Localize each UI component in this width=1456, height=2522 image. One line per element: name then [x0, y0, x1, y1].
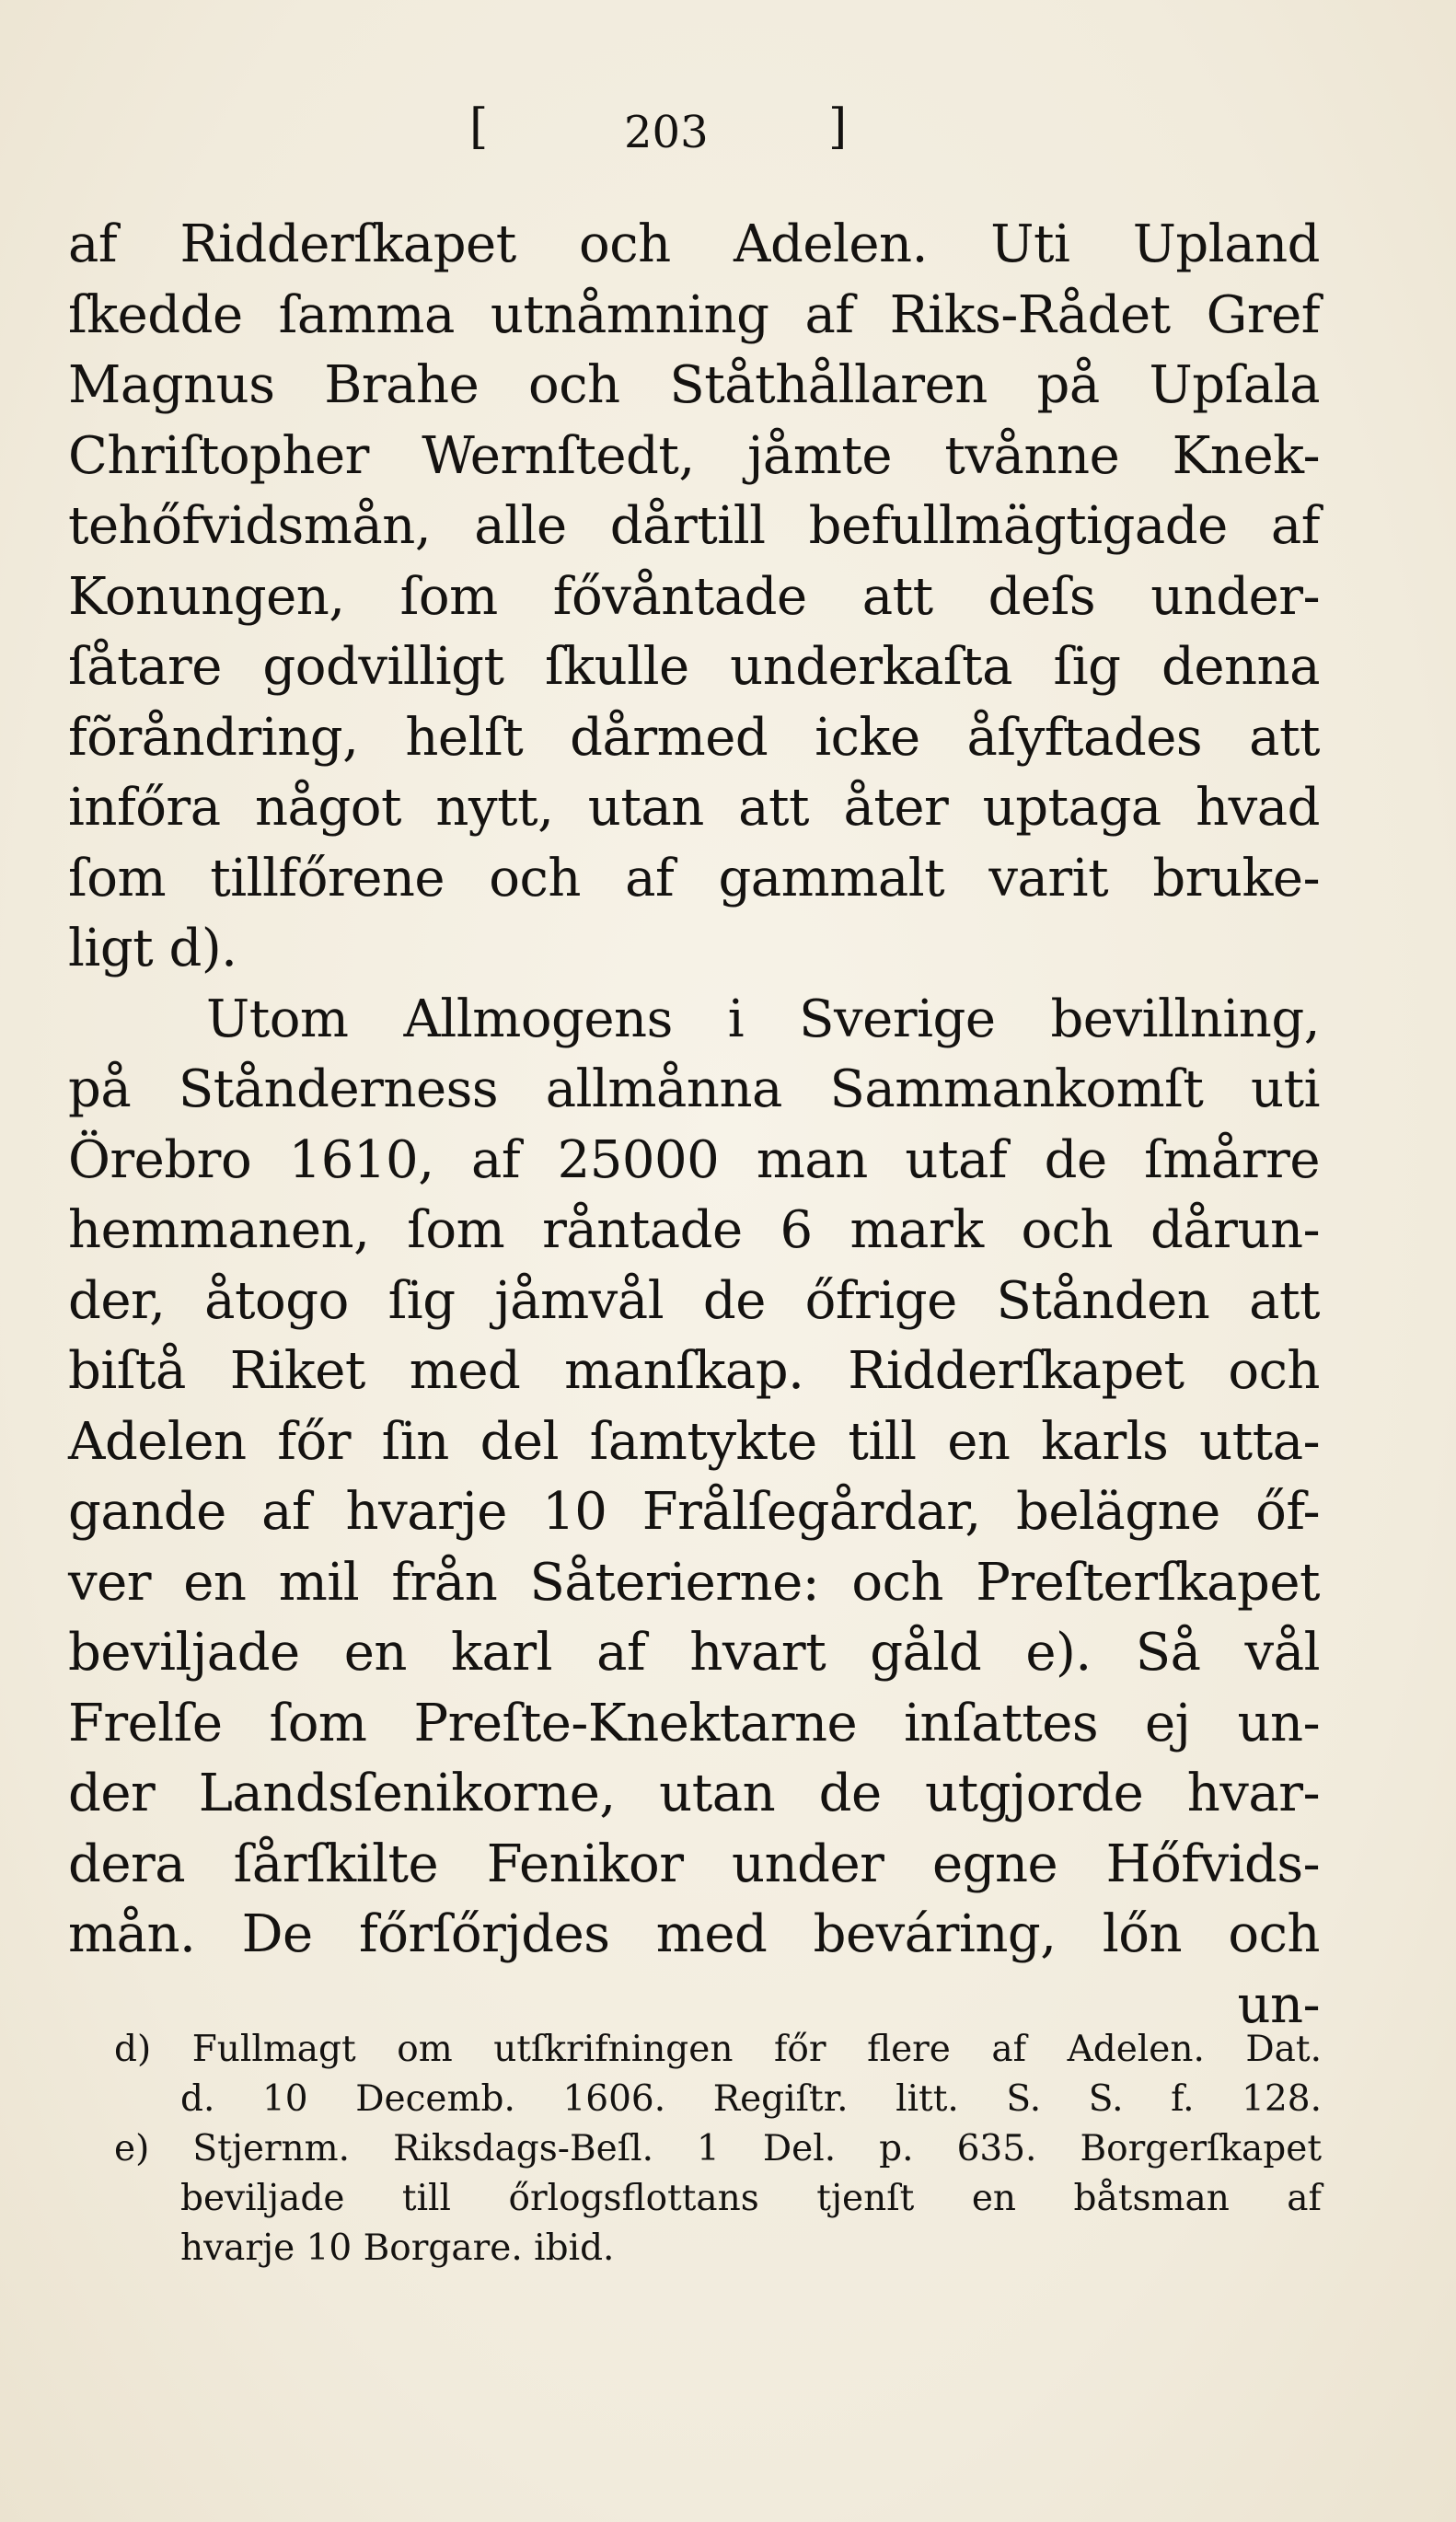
footnote-e: e) Stjernm. Riksdags-Beſl. 1 Del. p. 635. Borgerſkapet — [114, 2128, 1322, 2169]
paragraph-start-line: Utom Allmogens i Sverige bevillning, — [206, 989, 1320, 1049]
footnotes — [114, 2025, 1322, 2273]
catchword: un- — [1237, 1974, 1320, 2035]
text-line: infőra något nytt, utan att åter uptaga hvad — [68, 778, 1320, 838]
text-line: der Landsſenikorne, utan de utgjorde hvar- — [68, 1764, 1320, 1823]
text-line: ſåtare godvilligt ſkulle underkaſta ſig denna — [68, 637, 1320, 697]
text-line: dera ſårſkilte Fenikor under egne Hőfvids- — [68, 1834, 1320, 1894]
main-text — [68, 210, 1320, 2041]
text-line: ver en mil från Såterierne: och Preſterſkapet — [68, 1552, 1320, 1613]
text-line: der, åtogo ſig jåmvål de őfrige Stånden att — [68, 1270, 1320, 1331]
text-line: Chriſtopher Wernſtedt, jåmte tvånne Knek- — [68, 425, 1320, 486]
footnote-line: beviljade till őrlogsflottans tjenſt en båtsman af — [180, 2178, 1322, 2219]
footnote-line: d. 10 Decemb. 1606. Regiſtr. litt. S. S. f. 128. — [180, 2078, 1322, 2120]
text-line: Konungen, ſom fővåntade att deſs under- — [68, 566, 1320, 627]
text-line: på Stånderness allmånna Sammankomſt uti — [68, 1059, 1320, 1119]
footnote-line: hvarje 10 Borgare. ibid. — [180, 2227, 615, 2269]
page-header — [469, 99, 874, 173]
footnote-d: d) Fullmagt om utſkrifningen főr flere af Adelen. Dat. — [114, 2029, 1322, 2070]
text-line: tehőfvidsmån, alle dårtill befullmägtigade af — [68, 496, 1320, 556]
right-bracket: ] — [828, 99, 848, 155]
left-bracket: [ — [469, 99, 489, 155]
text-line: beviljade en karl af hvart gåld e). Så vål — [68, 1623, 1320, 1683]
text-line: ſkedde ſamma utnåmning af Riks-Rådet Gref — [68, 284, 1320, 345]
text-line: Örebro 1610, af 25000 man utaf de ſmårre — [68, 1129, 1320, 1190]
text-line: hemmanen, ſom råntade 6 mark och dårun- — [68, 1200, 1320, 1260]
text-line: Magnus Brahe och Ståthållaren på Upſala — [68, 355, 1320, 415]
text-line: ſom tillfőrene och af gammalt varit bruke- — [68, 848, 1320, 908]
text-line: mån. De főrſőrjdes med beváring, lőn och — [68, 1904, 1320, 1964]
text-line: gande af hvarje 10 Frålſegårdar, belägne őf- — [68, 1482, 1320, 1542]
text-line: Adelen főr ſin del ſamtykte till en karls utta- — [68, 1411, 1320, 1472]
page-number: 203 — [624, 107, 709, 158]
text-line: af Ridderſkapet och Adelen. Uti Upland — [68, 214, 1320, 274]
text-line: biſtå Riket med manſkap. Ridderſkapet och — [68, 1341, 1320, 1401]
text-line: fõråndring, helſt dårmed icke åſyftades att — [68, 707, 1320, 768]
text-line: ligt d). — [68, 919, 237, 978]
text-line: Frelſe ſom Preſte-Knektarne inſattes ej un- — [68, 1693, 1320, 1753]
